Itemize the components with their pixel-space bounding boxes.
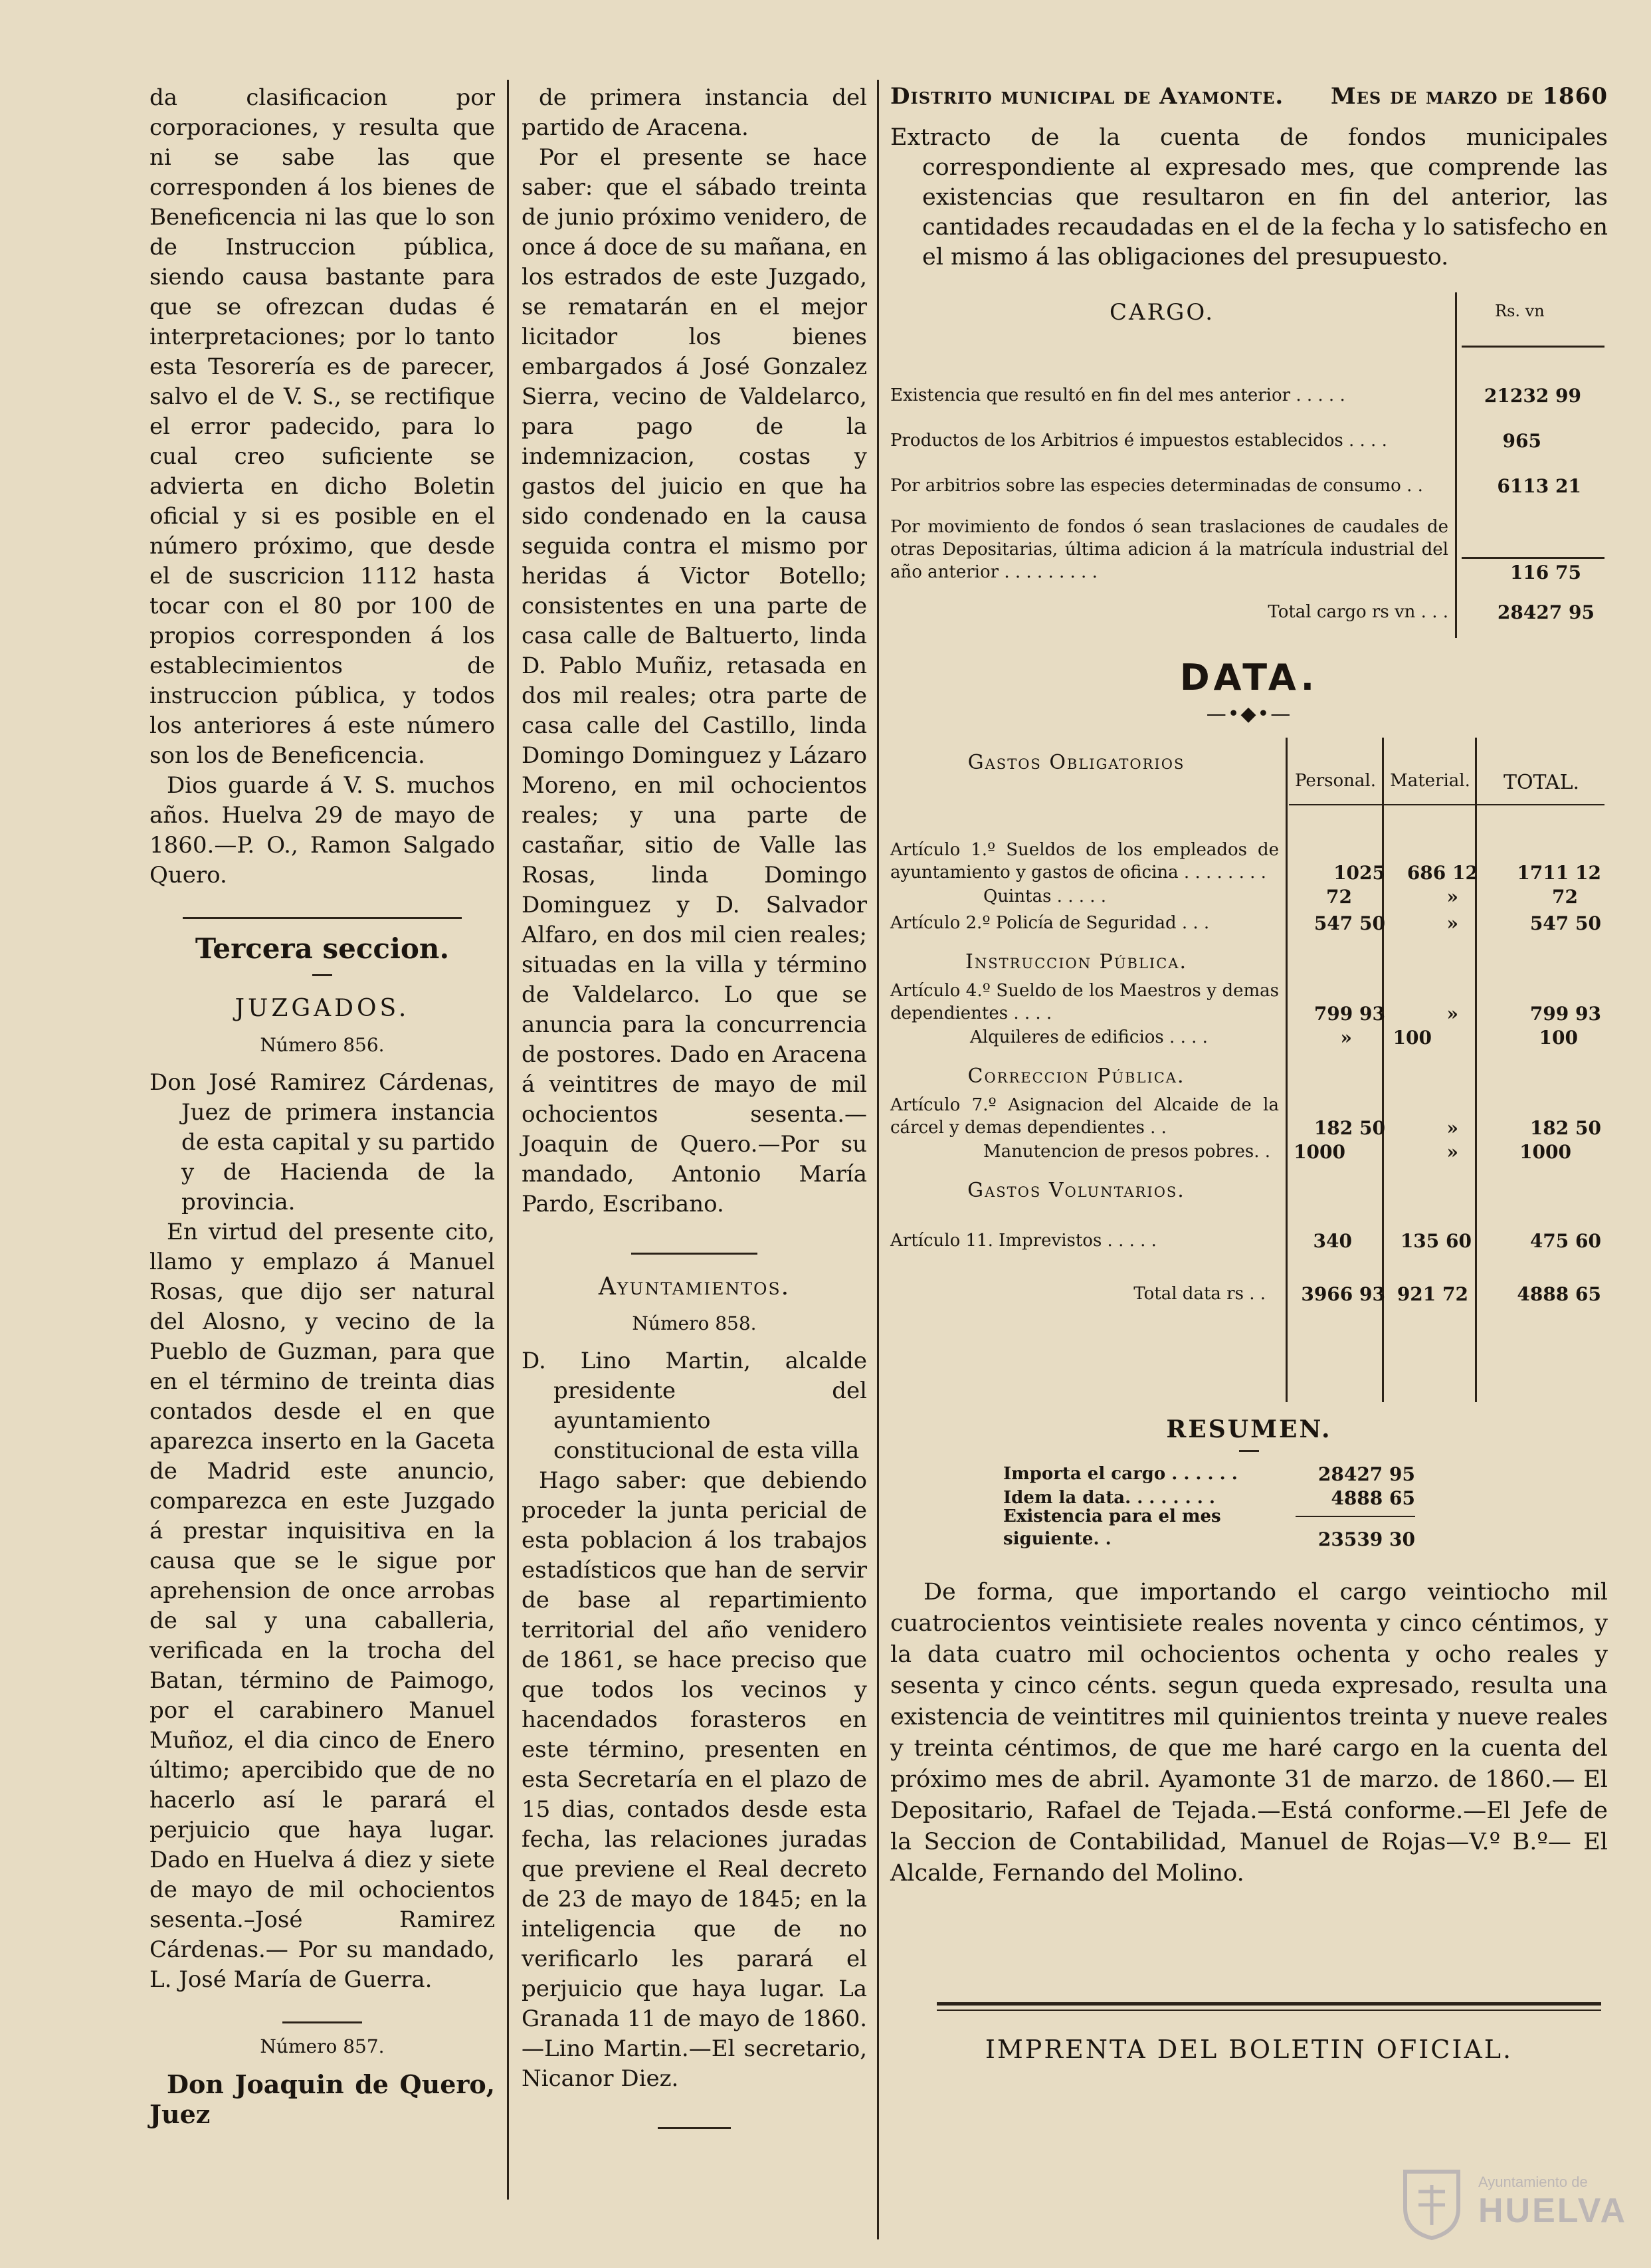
- number-858: Número 858.: [632, 1312, 757, 1334]
- data-row: Alquileres de edificios . . . . » 100 100: [970, 1027, 1578, 1049]
- cargo-row: Existencia que resultó en fin del mes anterior . . . . . 21232 99: [890, 385, 1581, 407]
- divider-small: [312, 974, 332, 976]
- cargo-table: [890, 292, 1608, 645]
- shield-icon: [1399, 2168, 1465, 2241]
- huelva-watermark: [1399, 2168, 1628, 2241]
- rs-vn-label: Rs. vn: [1495, 302, 1545, 320]
- instruccion-publica: Instruccion Pública.: [965, 950, 1187, 974]
- data-row: Quintas . . . . . 72 » 72: [983, 886, 1578, 908]
- cargo-row: Por arbitrios sobre las especies determinadas de consumo . . 6113 21: [890, 475, 1581, 497]
- cargo-total-row: Total cargo rs vn . . . 28427 95: [1268, 601, 1595, 623]
- col-material: Material.: [1390, 771, 1470, 791]
- data-title: DATA.: [1179, 657, 1319, 698]
- data-total-row: Total data rs . . 3966 93 921 72 4888 65: [1133, 1283, 1601, 1305]
- gastos-obligatorios: Gastos Obligatorios: [967, 751, 1185, 774]
- correccion-publica: Correccion Pública.: [967, 1065, 1185, 1088]
- district-name: Distrito municipal de Ayamonte.: [890, 83, 1284, 110]
- juez-quero-heading: Don Joaquin de Quero, Juez: [149, 2069, 495, 2129]
- cargo-row: Por movimiento de fondos ó sean traslaciones de caudales de otras Depositarias, última adicion á la matrícula industrial del año anterior . . . . . . . . . 116 75: [890, 517, 1581, 583]
- cargo-hrule: [1462, 346, 1604, 348]
- divider-small: [1239, 1450, 1259, 1452]
- resumen-row: Importa el cargo . . . . . . 28427 95: [1003, 1463, 1415, 1485]
- summary-block: [890, 1577, 1608, 1889]
- footer-rule-thin: [937, 2010, 1601, 2011]
- month-year: Mes de marzo de 1860: [1330, 83, 1608, 110]
- number-856: Número 856.: [260, 1034, 385, 1056]
- juez-quero-continued: de primera instancia del partido de Aracena.: [522, 84, 867, 141]
- watermark-line2: HUELVA: [1478, 2192, 1628, 2230]
- section-title: Tercera seccion.: [195, 932, 450, 965]
- ayuntamientos-heading: Ayuntamientos.: [598, 1273, 791, 1300]
- tesoreria-text: da clasificacion por corporaciones, y resulta que ni se sabe las que corresponden á los bienes de Beneficencia ni las que lo son de Instruccion pública, siendo causa bastante para que se ofrezcan dudas é interpretaciones; por lo tanto esta Tesorería es de parecer, salvo el de V. S., se rectifique el error padecido, para lo cual creo suficiente se advierta en dicho Boletin oficial y si es posible en el número próximo, que desde el de suscricion 1112 hasta tocar con el 80 por 100 de propios corresponden á los establecimientos de instruccion pública, y todos los anteriores á este número son los de Beneficencia.: [149, 84, 495, 769]
- tesoreria-signature: Dios guarde á V. S. muchos años. Huelva 29 de mayo de 1860.—P. O., Ramon Salgado Quero.: [149, 772, 495, 888]
- data-row: Artículo 1.º Sueldos de los empleados de ayuntamiento y gastos de oficina . . . . . . . . 1025 686 12 1711 12: [890, 840, 1601, 884]
- ornament: —•◆•—: [1206, 702, 1292, 726]
- extracto-text: Extracto de la cuenta de fondos municipales correspondiente al expresado mes, que comprende las existencias que resultaron en fin del anterior, las cantidades recaudadas en el de la fecha y lo satisfecho en el mismo á las obligaciones del presupuesto.: [890, 124, 1608, 270]
- data-row: Artículo 11. Imprevistos . . . . . 340 135 60 475 60: [890, 1230, 1601, 1252]
- data-head-rule: [1289, 804, 1604, 805]
- column-1: [149, 83, 495, 2129]
- watermark-line1: Ayuntamiento de: [1478, 2174, 1588, 2190]
- cargo-total-rule: [1462, 557, 1604, 559]
- column-3: [890, 83, 1608, 2064]
- gastos-voluntarios: Gastos Voluntarios.: [967, 1179, 1185, 1202]
- col-personal: Personal.: [1295, 771, 1376, 791]
- imprenta-footer: IMPRENTA DEL BOLETIN OFICIAL.: [985, 2035, 1513, 2064]
- data-table: [890, 738, 1608, 1415]
- divider: [282, 2021, 362, 2023]
- column-rule-1: [507, 80, 509, 2200]
- footer-rule-thick: [937, 2002, 1601, 2006]
- edict-858-text: Hago saber: que debiendo proceder la junta pericial de esta poblacion á los trabajos estadísticos que han de servir de base al repartimiento territorial del año venidero de 1861, se hace preciso que que todos los vecinos y hacendados forasteros en este término, presenten en esta Secretaría en el plazo de 15 dias, contados desde esta fecha, las relaciones juradas que previene el Real decreto de 23 de mayo de 1845; en la inteligencia que de no verificarlo les parará el perjuicio que haya lugar. La Granada 11 de mayo de 1860.—Lino Martin.—El secretario, Nicanor Diez.: [522, 1467, 867, 2092]
- cargo-row: Productos de los Arbitrios é impuestos establecidos . . . . 965: [890, 430, 1541, 452]
- data-row: Artículo 7.º Asignacion del Alcaide de la cárcel y demas dependientes . . 182 50 » 182 50: [890, 1095, 1601, 1139]
- data-row: Artículo 4.º Sueldo de los Maestros y demas dependientes . . . . 799 93 » 799 93: [890, 981, 1601, 1025]
- juzgados-heading: JUZGADOS.: [235, 995, 410, 1022]
- juez-ramirez-title: Don José Ramirez Cárdenas, Juez de primera instancia de esta capital y su partido y de Hacienda de la provincia.: [149, 1069, 495, 1215]
- divider: [631, 1253, 757, 1255]
- number-857: Número 857.: [260, 2035, 385, 2057]
- resumen-row: Existencia para el mes siguiente. . 23539 30: [1003, 1506, 1415, 1550]
- col-total: TOTAL.: [1503, 771, 1580, 794]
- data-row: Manutencion de presos pobres. . 1000 » 1000: [983, 1141, 1571, 1163]
- district-header: [890, 83, 1608, 110]
- data-row: Artículo 2.º Policía de Seguridad . . . 547 50 » 547 50: [890, 912, 1601, 934]
- divider: [183, 917, 462, 919]
- resumen-row: Idem la data. . . . . . . . 4888 65: [1003, 1487, 1415, 1509]
- summary-text: De forma, que importando el cargo veintiocho mil cuatrocientos veintisiete reales noventa y cinco céntimos, y la data cuatro mil ochocientos ochenta y ocho reales y sesenta y cinco cénts. segun queda expresado, resulta una existencia de veintitres mil quinientos treinta y nueve reales y treinta céntimos, de que me haré cargo en la cuenta del próximo mes de abril. Ayamonte 31 de marzo. de 1860.— El Depositario, Rafael de Tejada.—Está conforme.—El Jefe de la Seccion de Contabilidad, Manuel de Rojas—V.º B.º— El Alcalde, Fernando del Molino.: [890, 1579, 1608, 1887]
- resumen-title: RESUMEN.: [1166, 1415, 1332, 1443]
- divider: [658, 2127, 731, 2129]
- cargo-title: CARGO.: [1110, 299, 1215, 326]
- edict-856-text: En virtud del presente cito, llamo y emplazo á Manuel Rosas, que dijo ser natural del Alosno, y vecino de la Pueblo de Guzman, para que en el término de treinta dias contados desde el en que aparezca inserto en la Gaceta de Madrid este anuncio, comparezca en este Juzgado á prestar inquisitiva en la causa que se le sigue por aprehension de once arrobas de sal y una caballeria, verificada en la trocha del Batan, término de Paimogo, por el carabinero Manuel Muñoz, el dia cinco de Enero último; apercibido que de no hacerlo así le parará el perjuicio que haya lugar. Dado en Huelva á diez y siete de mayo de mil ochocientos sesenta.–José Ramirez Cárdenas.— Por su mandado, L. José María de Guerra.: [149, 1219, 495, 1993]
- column-2: [522, 83, 867, 2141]
- column-rule-2: [877, 80, 879, 2239]
- alcalde-title: D. Lino Martin, alcalde presidente del ayuntamiento constitucional de esta villa: [522, 1348, 867, 1464]
- edict-857-text: Por el presente se hace saber: que el sábado treinta de junio próximo venidero, de once á doce de su mañana, en los estrados de este Juzgado, se rematarán en el mejor licitador los bienes embargados á José Gonzalez Sierra, vecino de Valdelarco, para pago de la indemnizacion, costas y gastos del juicio en que ha sido condenado en la causa seguida contra el mismo por heridas á Victor Botello; consistentes en una parte de casa calle de Baltuerto, linda D. Pablo Muñiz, retasada en dos mil reales; otra parte de casa calle del Castillo, linda Domingo Dominguez y Lázaro Moreno, en mil ochocientos reales; y una parte de castañar, sitio de Valle las Rosas, linda Domingo Dominguez y D. Salvador Alfaro, en dos mil cien reales; situadas en la villa y término de Valdelarco. Lo que se anuncia para la concurrencia de postores. Dado en Aracena á veintitres de mayo de mil ochocientos sesenta.—Joaquin de Quero.—Por su mandado, Antonio María Pardo, Escribano.: [522, 144, 867, 1217]
